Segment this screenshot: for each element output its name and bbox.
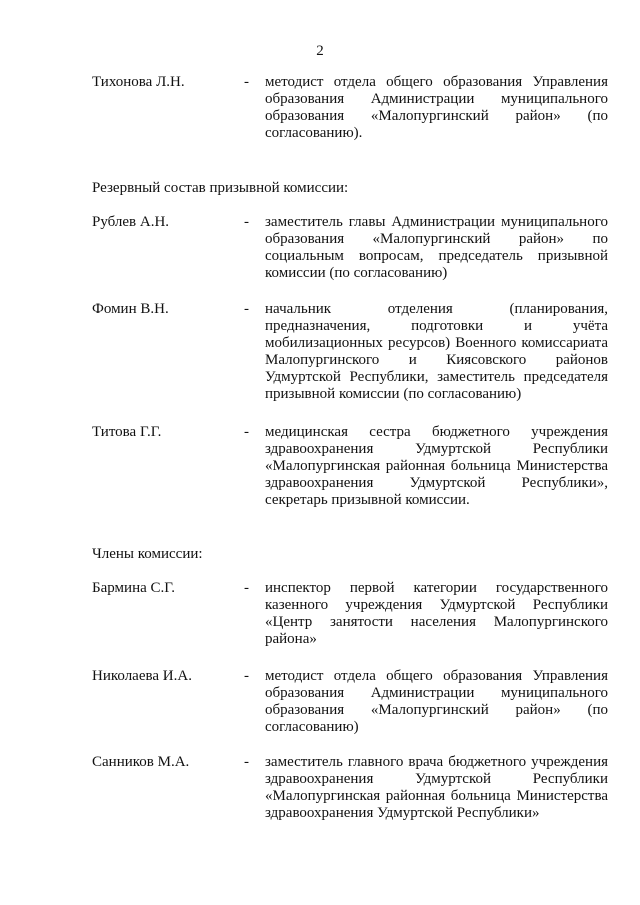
reserve-heading: Резервный состав призывной комиссии: [92, 180, 349, 196]
list-item [0, 74, 640, 141]
dash-separator: - [244, 754, 249, 770]
dash-separator: - [244, 74, 249, 90]
person-position: медицинская сестра бюджетного учреждения здравоохранения Удмуртской Республики «Малопургинская районная больница Министерства здравоохранения Удмуртской Республики», секретарь призывной комиссии. [265, 424, 608, 508]
dash-separator: - [244, 424, 249, 440]
person-name: Санников М.А. [92, 754, 190, 770]
person-name: Бармина С.Г. [92, 580, 175, 596]
person-name: Николаева И.А. [92, 668, 192, 684]
person-name: Фомин В.Н. [92, 301, 169, 317]
dash-separator: - [244, 214, 249, 230]
list-item [0, 754, 640, 821]
dash-separator: - [244, 301, 249, 317]
dash-separator: - [244, 668, 249, 684]
person-position: заместитель главного врача бюджетного учреждения здравоохранения Удмуртской Республики «Малопургинская районная больница Министерства здравоохранения Удмуртской Республики» [265, 754, 608, 821]
page-number: 2 [316, 43, 324, 59]
list-item [0, 214, 640, 281]
person-name: Рублев А.Н. [92, 214, 170, 230]
person-position: инспектор первой категории государственного казенного учреждения Удмуртской Республики «Центр занятости населения Малопургинского района» [265, 580, 608, 647]
person-position: методист отдела общего образования Управления образования Администрации муниципального образования «Малопургинский район» (по согласованию) [265, 668, 608, 735]
person-position: начальник отделения (планирования, предназначения, подготовки и учёта мобилизационных ресурсов) Военного комиссариата Малопургинского и Киясовского районов Удмуртской Республики, заместитель председателя призывной комиссии (по согласованию) [265, 301, 608, 402]
list-item [0, 668, 640, 735]
person-position: методист отдела общего образования Управления образования Администрации муниципального образования «Малопургинский район» (по согласованию). [265, 74, 608, 141]
list-item [0, 424, 640, 508]
members-heading: Члены комиссии: [92, 546, 203, 562]
person-name: Тихонова Л.Н. [92, 74, 185, 90]
person-position: заместитель главы Администрации муниципального образования «Малопургинский район» по социальным вопросам, председатель призывной комиссии (по согласованию) [265, 214, 608, 281]
dash-separator: - [244, 580, 249, 596]
list-item [0, 580, 640, 647]
list-item [0, 301, 640, 402]
person-name: Титова Г.Г. [92, 424, 162, 440]
